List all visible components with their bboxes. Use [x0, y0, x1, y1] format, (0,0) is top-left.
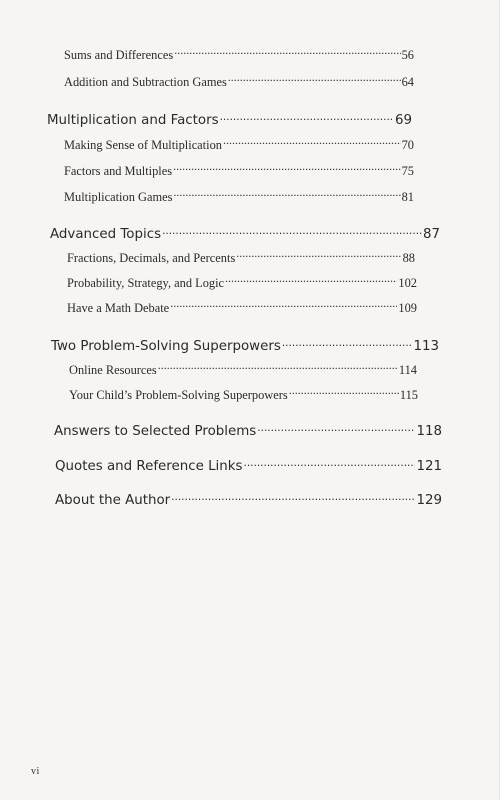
dot-leader [236, 250, 401, 262]
toc-entry-probability-strategy-logic [67, 275, 417, 291]
toc-section-two-problem-solving-superpowers [51, 337, 439, 354]
toc-section-page: 129 [416, 493, 442, 509]
toc-section-title: Advanced Topics [50, 227, 162, 243]
dot-leader [282, 337, 413, 350]
toc-entry-sums-and-differences [64, 47, 414, 63]
toc-section-about-the-author [55, 491, 442, 508]
toc-entry-page: 70 [401, 138, 414, 153]
dot-leader [173, 189, 400, 201]
toc-entry-making-sense-of-multiplication [64, 137, 414, 153]
toc-section-page: 121 [416, 459, 442, 475]
toc-entry-online-resources [69, 362, 417, 378]
dot-leader [173, 163, 401, 175]
toc-section-title: Answers to Selected Problems [54, 424, 257, 440]
toc-entry-title: Probability, Strategy, and Logic [67, 276, 225, 291]
toc-section-title: Two Problem-Solving Superpowers [51, 339, 281, 355]
toc-entry-title: Have a Math Debate [67, 301, 170, 316]
dot-leader [170, 300, 397, 312]
dot-leader [158, 362, 398, 374]
toc-entry-have-a-math-debate [67, 300, 417, 316]
toc-entry-page: 56 [401, 48, 414, 63]
toc-section-page: 113 [413, 339, 439, 355]
toc-entry-page: 102 [398, 276, 417, 291]
toc-entry-page: 114 [398, 363, 417, 378]
dot-leader [228, 74, 401, 86]
toc-entry-factors-and-multiples [64, 163, 414, 179]
page-number: vi [31, 766, 40, 777]
toc-entry-page: 75 [401, 164, 414, 179]
toc-entry-addition-subtraction-games [64, 74, 414, 90]
dot-leader [223, 137, 401, 149]
toc-section-quotes-and-reference-links [55, 457, 442, 474]
toc-section-answers-to-selected-problems [54, 422, 442, 439]
dot-leader [174, 47, 400, 59]
toc-entry-title: Sums and Differences [64, 48, 174, 63]
toc-entry-page: 115 [399, 388, 418, 403]
toc-entry-page: 64 [401, 75, 414, 90]
dot-leader [171, 491, 415, 504]
toc-section-page: 118 [416, 424, 442, 440]
dot-leader [162, 225, 422, 238]
toc-entry-multiplication-games [64, 189, 414, 205]
toc-entry-title: Multiplication Games [64, 190, 173, 205]
dot-leader [289, 387, 399, 399]
dot-leader [243, 457, 415, 470]
toc-entry-page: 109 [398, 301, 417, 316]
toc-entry-title: Addition and Subtraction Games [64, 75, 227, 90]
toc-section-page: 69 [394, 113, 412, 129]
dot-leader [257, 422, 415, 435]
toc-entry-page: 81 [401, 190, 414, 205]
toc-entry-title: Online Resources [69, 363, 157, 378]
toc-entry-title: Factors and Multiples [64, 164, 173, 179]
toc-entry-your-childs-superpowers [69, 387, 418, 403]
toc-section-page: 87 [422, 227, 440, 243]
toc-section-advanced-topics [50, 225, 440, 242]
toc-section-title: Quotes and Reference Links [55, 459, 243, 475]
dot-leader [220, 111, 394, 124]
toc-section-multiplication-and-factors [47, 111, 412, 128]
toc-entry-title: Fractions, Decimals, and Percents [67, 251, 236, 266]
toc-entry-page: 88 [402, 251, 415, 266]
toc-section-title: About the Author [55, 493, 171, 509]
toc-entry-title: Your Child’s Problem-Solving Superpowers [69, 388, 288, 403]
toc-entry-fractions-decimals-percents [67, 250, 415, 266]
toc-section-title: Multiplication and Factors [47, 113, 219, 129]
toc-entry-title: Making Sense of Multiplication [64, 138, 222, 153]
dot-leader [225, 275, 397, 287]
